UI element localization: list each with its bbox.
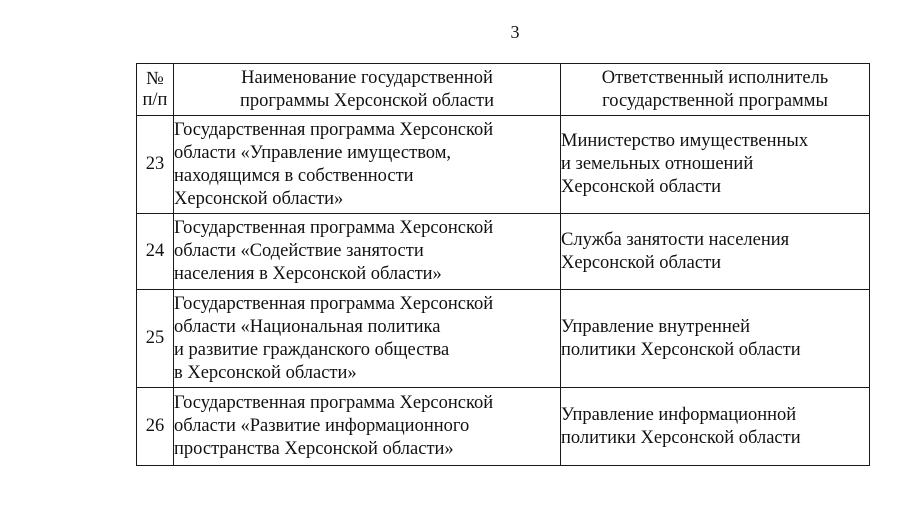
program-name-line: в Херсонской области» — [174, 362, 357, 383]
program-name-line: Государственная программа Херсонской — [174, 218, 494, 238]
program-name — [174, 116, 561, 214]
program-name-line: Государственная программа Херсонской — [174, 293, 494, 314]
responsible-executor — [561, 290, 870, 388]
program-name-line: Государственная программа Херсонской — [174, 393, 494, 413]
executor-line: Министерство имущественных — [561, 131, 809, 151]
table-row — [137, 214, 870, 290]
page-number: 3 — [510, 22, 520, 42]
program-name-line: области «Управление имуществом, — [174, 142, 452, 163]
table-row — [137, 388, 870, 466]
header-executor-line: Ответственный исполнитель — [601, 67, 829, 88]
responsible-executor — [561, 116, 870, 214]
row-number: 25 — [137, 290, 174, 388]
executor-line: политики Херсонской области — [561, 427, 801, 448]
table-row — [137, 116, 870, 214]
header-executor-line: государственной программы — [602, 90, 828, 111]
program-name — [174, 290, 561, 388]
row-number: 26 — [137, 388, 174, 466]
program-name-line: области «Национальная политика — [174, 316, 441, 337]
program-name-line: Херсонской области» — [174, 188, 344, 209]
header-program-name — [174, 64, 561, 116]
header-number-line: п/п — [142, 89, 168, 110]
program-name-line: области «Развитие информационного — [174, 416, 470, 436]
responsible-executor — [561, 388, 870, 466]
executor-line: Управление внутренней — [561, 316, 750, 337]
row-number: 24 — [137, 214, 174, 290]
responsible-executor — [561, 214, 870, 290]
executor-line: Херсонской области — [561, 252, 722, 273]
program-name-line: населения в Херсонской области» — [174, 264, 442, 284]
executor-line: Служба занятости населения — [561, 229, 790, 250]
header-program-name-line: программы Херсонской области — [240, 90, 494, 111]
programs-table — [136, 63, 870, 466]
program-name-line: находящимся в собственности — [174, 165, 414, 186]
executor-line: Управление информационной — [561, 404, 797, 425]
header-program-name-line: Наименование государственной — [241, 67, 493, 88]
table-header-row — [137, 64, 870, 116]
executor-line: и земельных отношений — [561, 154, 754, 174]
executor-line: политики Херсонской области — [561, 339, 801, 360]
program-name-line: и развитие гражданского общества — [174, 339, 450, 360]
program-name — [174, 214, 561, 290]
header-number-line: № — [146, 68, 164, 89]
row-number: 23 — [137, 116, 174, 214]
program-name-line: пространства Херсонской области» — [174, 439, 454, 459]
header-number — [137, 64, 174, 116]
program-name-line: области «Содействие занятости — [174, 241, 424, 261]
program-name-line: Государственная программа Херсонской — [174, 119, 494, 140]
executor-line: Херсонской области — [561, 177, 722, 197]
program-name — [174, 388, 561, 466]
table-row — [137, 290, 870, 388]
header-executor — [561, 64, 870, 116]
